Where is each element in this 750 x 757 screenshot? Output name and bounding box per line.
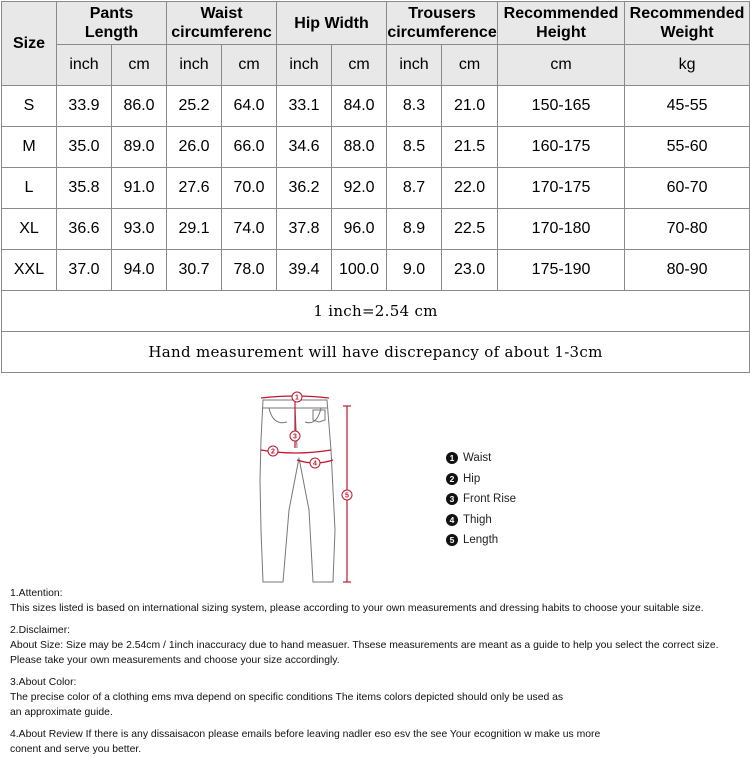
unit-cell: cm bbox=[222, 45, 277, 86]
header-pants-length: Pants Length bbox=[57, 2, 167, 45]
marker-4: 4 bbox=[313, 460, 317, 468]
review-text: 4.About Review If there is any dissaisacon please emails before leaving nadler eso esv the see Your ecognition w make us more bbox=[10, 729, 601, 740]
table-cell: 37.8 bbox=[277, 209, 332, 250]
table-cell: 88.0 bbox=[332, 127, 387, 168]
legend-label: Hip bbox=[463, 472, 481, 485]
table-cell: 170-175 bbox=[498, 168, 625, 209]
table-cell: 170-180 bbox=[498, 209, 625, 250]
legend-number-3: 3 bbox=[446, 493, 458, 505]
table-cell: 84.0 bbox=[332, 86, 387, 127]
marker-1: 1 bbox=[295, 394, 299, 402]
table-cell: 78.0 bbox=[222, 250, 277, 291]
table-cell: 150-165 bbox=[498, 86, 625, 127]
attention-title: 1.Attention: bbox=[10, 588, 63, 599]
table-cell: 25.2 bbox=[167, 86, 222, 127]
legend-label: Waist bbox=[463, 452, 492, 465]
table-cell: 9.0 bbox=[387, 250, 442, 291]
table-cell: 21.0 bbox=[442, 86, 498, 127]
table-cell: 175-190 bbox=[498, 250, 625, 291]
table-cell: 22.0 bbox=[442, 168, 498, 209]
unit-cell: kg bbox=[625, 45, 750, 86]
table-cell: 70-80 bbox=[625, 209, 750, 250]
table-cell: 89.0 bbox=[112, 127, 167, 168]
table-cell: 33.1 bbox=[277, 86, 332, 127]
legend-item-length bbox=[446, 530, 516, 551]
table-cell: 74.0 bbox=[222, 209, 277, 250]
legend-item-thigh bbox=[446, 510, 516, 531]
table-cell: 91.0 bbox=[112, 168, 167, 209]
table-cell: 64.0 bbox=[222, 86, 277, 127]
unit-cell: inch bbox=[167, 45, 222, 86]
header-size: Size bbox=[2, 2, 57, 86]
disclaimer-text: About Size: Size may be 2.54cm / 1inch inaccuracy due to hand measuer. Thsese measurements are meant as a guide to help you select the correct size. bbox=[10, 640, 719, 651]
table-cell: 96.0 bbox=[332, 209, 387, 250]
marker-3: 3 bbox=[293, 433, 297, 441]
pants-illustration bbox=[255, 390, 365, 590]
legend-label: Length bbox=[463, 534, 499, 547]
header-waist: Waist circumferenc bbox=[167, 2, 277, 45]
table-cell: 94.0 bbox=[112, 250, 167, 291]
discrepancy-note: Hand measurement will have discrepancy of about 1-3cm bbox=[2, 332, 750, 373]
table-row bbox=[2, 209, 750, 250]
table-cell: 36.6 bbox=[57, 209, 112, 250]
table-cell: 35.0 bbox=[57, 127, 112, 168]
table-cell: 27.6 bbox=[167, 168, 222, 209]
size-cell: M bbox=[2, 127, 57, 168]
unit-cell: cm bbox=[332, 45, 387, 86]
table-cell: 8.5 bbox=[387, 127, 442, 168]
table-cell: 92.0 bbox=[332, 168, 387, 209]
legend-number-2: 2 bbox=[446, 473, 458, 485]
marker-2: 2 bbox=[271, 448, 275, 456]
table-cell: 23.0 bbox=[442, 250, 498, 291]
conversion-note: 1 inch=2.54 cm bbox=[2, 291, 750, 332]
table-cell: 160-175 bbox=[498, 127, 625, 168]
unit-cell: inch bbox=[57, 45, 112, 86]
unit-cell: cm bbox=[498, 45, 625, 86]
table-row bbox=[2, 250, 750, 291]
unit-cell: inch bbox=[387, 45, 442, 86]
marker-5: 5 bbox=[345, 492, 349, 500]
attention-text: This sizes listed is based on international sizing system, please according to your own measurements and dressing habits to choose your suitable size. bbox=[10, 603, 704, 614]
table-row bbox=[2, 127, 750, 168]
table-cell: 55-60 bbox=[625, 127, 750, 168]
size-cell: S bbox=[2, 86, 57, 127]
color-text: an approximate guide. bbox=[10, 707, 113, 718]
header-recommended-weight: Recommended Weight bbox=[625, 2, 750, 45]
legend-item-hip bbox=[446, 469, 516, 490]
disclaimer-title: 2.Disclaimer: bbox=[10, 625, 71, 636]
disclaimer-text: Please take your own measurements and choose your size accordingly. bbox=[10, 655, 340, 666]
table-row bbox=[2, 86, 750, 127]
table-row bbox=[2, 168, 750, 209]
table-cell: 26.0 bbox=[167, 127, 222, 168]
table-cell: 60-70 bbox=[625, 168, 750, 209]
header-trousers-circumference: Trousers circumference bbox=[387, 2, 498, 45]
header-recommended-height: Recommended Height bbox=[498, 2, 625, 45]
legend-item-front-rise bbox=[446, 489, 516, 510]
size-chart-table bbox=[1, 1, 750, 373]
header-hip-width: Hip Width bbox=[277, 2, 387, 45]
legend-number-5: 5 bbox=[446, 534, 458, 546]
color-text: The precise color of a clothing ems mva depend on specific conditions The items colors depicted should only be used as bbox=[10, 692, 564, 703]
table-cell: 37.0 bbox=[57, 250, 112, 291]
size-cell: XXL bbox=[2, 250, 57, 291]
table-cell: 100.0 bbox=[332, 250, 387, 291]
table-cell: 80-90 bbox=[625, 250, 750, 291]
table-cell: 70.0 bbox=[222, 168, 277, 209]
measurement-legend bbox=[446, 448, 516, 551]
table-cell: 93.0 bbox=[112, 209, 167, 250]
color-title: 3.About Color: bbox=[10, 677, 77, 688]
table-cell: 29.1 bbox=[167, 209, 222, 250]
pants-measurement-diagram bbox=[255, 390, 365, 590]
table-cell: 8.9 bbox=[387, 209, 442, 250]
legend-number-1: 1 bbox=[446, 452, 458, 464]
unit-cell: inch bbox=[277, 45, 332, 86]
legend-label: Front Rise bbox=[463, 493, 517, 506]
legend-label: Thigh bbox=[463, 513, 492, 526]
table-cell: 21.5 bbox=[442, 127, 498, 168]
table-cell: 34.6 bbox=[277, 127, 332, 168]
table-cell: 33.9 bbox=[57, 86, 112, 127]
table-cell: 86.0 bbox=[112, 86, 167, 127]
legend-item-waist bbox=[446, 448, 516, 469]
table-cell: 30.7 bbox=[167, 250, 222, 291]
table-cell: 35.8 bbox=[57, 168, 112, 209]
table-cell: 22.5 bbox=[442, 209, 498, 250]
review-text: conent and serve you better. bbox=[10, 744, 142, 755]
table-cell: 8.7 bbox=[387, 168, 442, 209]
table-cell: 39.4 bbox=[277, 250, 332, 291]
table-cell: 66.0 bbox=[222, 127, 277, 168]
table-cell: 36.2 bbox=[277, 168, 332, 209]
size-cell: L bbox=[2, 168, 57, 209]
legend-number-4: 4 bbox=[446, 514, 458, 526]
notes-section bbox=[10, 586, 745, 757]
unit-cell: cm bbox=[112, 45, 167, 86]
table-cell: 8.3 bbox=[387, 86, 442, 127]
size-cell: XL bbox=[2, 209, 57, 250]
unit-cell: cm bbox=[442, 45, 498, 86]
table-cell: 45-55 bbox=[625, 86, 750, 127]
